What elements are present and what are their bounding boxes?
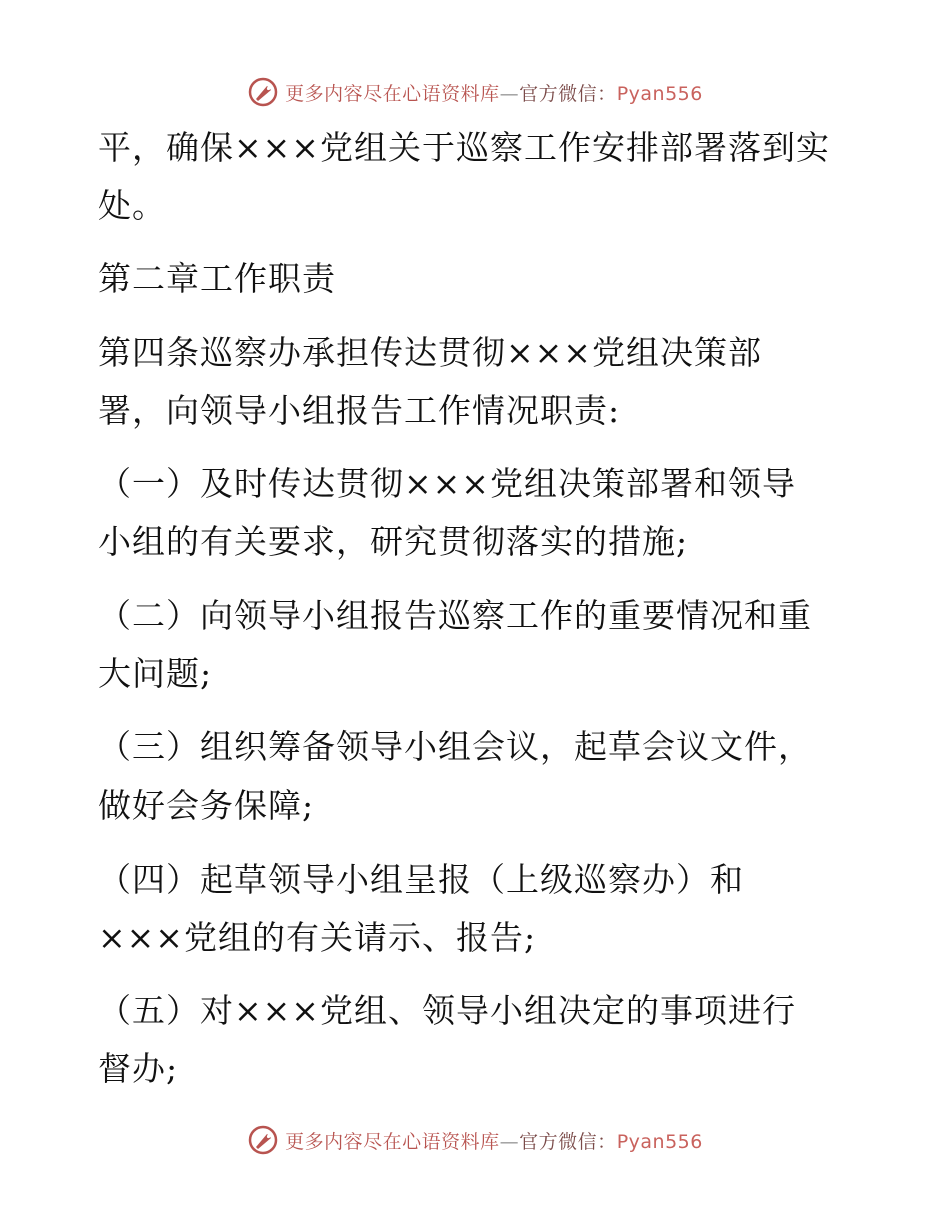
pen-nib-logo-icon	[247, 76, 279, 108]
watermark-wechat-label: 官方微信：	[519, 82, 617, 105]
text-line: 处。	[98, 186, 166, 225]
watermark-wechat-id: Pyan556	[616, 82, 703, 105]
section-heading: 第二章工作职责	[98, 259, 336, 298]
watermark-main: 更多内容尽在心语资料库	[285, 1130, 500, 1153]
text-line: 大问题;	[98, 654, 213, 693]
footer-watermark	[0, 1120, 950, 1160]
text-line: 做好会务保障;	[98, 786, 315, 825]
list-item: （一）及时传达贯彻×××党组决策部署和领导	[98, 464, 796, 503]
watermark-text	[285, 1127, 703, 1154]
text-line: 小组的有关要求，研究贯彻落实的措施;	[98, 522, 689, 561]
watermark-text	[285, 79, 703, 106]
text-line: 督办;	[98, 1049, 179, 1088]
text-line: ×××党组的有关请示、报告;	[98, 918, 537, 957]
watermark-separator: —	[499, 82, 520, 105]
list-item: （五）对×××党组、领导小组决定的事项进行	[98, 991, 796, 1030]
text-line: 署，向领导小组报告工作情况职责:	[98, 391, 621, 430]
header-watermark	[0, 72, 950, 112]
pen-nib-logo-icon	[247, 1124, 279, 1156]
list-item: （四）起草领导小组呈报（上级巡察办）和	[98, 860, 744, 899]
watermark-separator: —	[499, 1130, 520, 1153]
watermark-wechat-id: Pyan556	[616, 1130, 703, 1153]
text-line: 平，确保×××党组关于巡察工作安排部署落到实	[98, 128, 830, 167]
watermark-main: 更多内容尽在心语资料库	[285, 82, 500, 105]
text-line: 第四条巡察办承担传达贯彻×××党组决策部	[98, 333, 762, 372]
watermark-wechat-label: 官方微信：	[519, 1130, 617, 1153]
list-item: （二）向领导小组报告巡察工作的重要情况和重	[98, 596, 812, 635]
list-item: （三）组织筹备领导小组会议，起草会议文件，	[98, 727, 812, 766]
